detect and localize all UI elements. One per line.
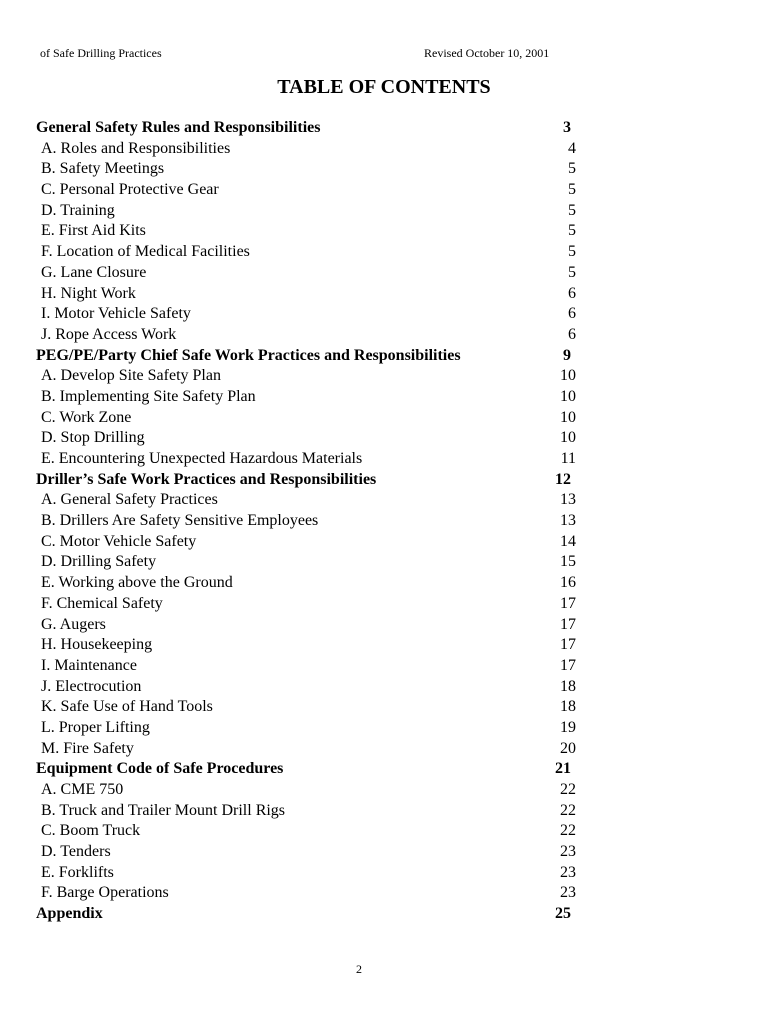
toc-item-row — [0, 180, 768, 201]
toc-item-row — [0, 739, 768, 760]
toc-page-number: 16 — [560, 574, 576, 592]
toc-item-row — [0, 552, 768, 573]
toc-item-row — [0, 656, 768, 677]
toc-item-title: F. Barge Operations — [41, 884, 169, 902]
toc-page-number: 20 — [560, 739, 576, 757]
toc-item-title: L. Proper Lifting — [41, 718, 150, 736]
toc-item-row — [0, 532, 768, 553]
table-of-contents — [0, 118, 768, 925]
toc-item-title: D. Stop Drilling — [41, 429, 145, 447]
toc-page-number: 23 — [560, 884, 576, 902]
toc-item-row — [0, 697, 768, 718]
toc-item-title: J. Electrocution — [41, 677, 142, 695]
toc-section-row — [0, 904, 768, 925]
toc-page-number: 4 — [568, 139, 576, 157]
toc-item-row — [0, 284, 768, 305]
toc-page-number: 6 — [568, 305, 576, 323]
toc-item-row — [0, 139, 768, 160]
toc-item-row — [0, 366, 768, 387]
toc-page-number: 3 — [563, 119, 571, 136]
toc-item-title: E. Encountering Unexpected Hazardous Materials — [41, 450, 363, 467]
toc-page-number: 22 — [560, 801, 576, 819]
toc-section-row — [0, 346, 768, 367]
toc-item-row — [0, 449, 768, 470]
toc-page-number: 25 — [555, 905, 571, 923]
toc-page-number: 17 — [560, 656, 576, 674]
toc-section-row — [0, 118, 768, 139]
toc-page-number: 15 — [560, 553, 576, 571]
toc-section-row — [0, 759, 768, 780]
toc-item-row — [0, 511, 768, 532]
toc-item-row — [0, 387, 768, 408]
toc-page-number: 5 — [568, 263, 576, 281]
toc-item-row — [0, 594, 768, 615]
toc-item-row — [0, 201, 768, 222]
toc-item-title: F. Chemical Safety — [41, 594, 163, 612]
toc-section-title: PEG/PE/Party Chief Safe Work Practices and Responsibilities — [36, 346, 461, 364]
toc-item-title: M. Fire Safety — [41, 739, 134, 757]
toc-item-title: A. General Safety Practices — [41, 491, 218, 509]
toc-page-number: 21 — [555, 760, 571, 778]
page-title: TABLE OF CONTENTS — [277, 76, 491, 98]
toc-item-title: B. Safety Meetings — [41, 160, 165, 178]
toc-page-number: 12 — [555, 470, 571, 488]
toc-item-row — [0, 635, 768, 656]
toc-item-row — [0, 718, 768, 739]
toc-item-row — [0, 801, 768, 822]
toc-section-row — [0, 470, 768, 491]
toc-item-row — [0, 490, 768, 511]
toc-item-title: J. Rope Access Work — [41, 325, 177, 343]
toc-item-row — [0, 573, 768, 594]
toc-item-row — [0, 863, 768, 884]
toc-page-number: 10 — [560, 429, 576, 447]
toc-item-title: C. Boom Truck — [41, 822, 141, 840]
toc-item-title: B. Implementing Site Safety Plan — [41, 387, 256, 405]
toc-page-number: 13 — [560, 512, 576, 530]
toc-item-title: A. CME 750 — [41, 781, 124, 798]
toc-item-row — [0, 263, 768, 284]
toc-item-row — [0, 408, 768, 429]
toc-item-row — [0, 615, 768, 636]
toc-page-number: 22 — [560, 822, 576, 840]
toc-item-title: B. Drillers Are Safety Sensitive Employees — [41, 512, 319, 530]
toc-section-title: General Safety Rules and Responsibilities — [36, 119, 321, 136]
toc-page-number: 23 — [560, 843, 576, 861]
toc-item-title: B. Truck and Trailer Mount Drill Rigs — [41, 801, 286, 819]
toc-page-number: 5 — [568, 222, 576, 240]
toc-item-title: I. Motor Vehicle Safety — [41, 305, 191, 323]
toc-page-number: 6 — [568, 325, 576, 343]
toc-item-title: H. Housekeeping — [41, 636, 153, 654]
toc-page-number: 18 — [560, 698, 576, 716]
toc-item-row — [0, 780, 768, 801]
toc-page-number: 6 — [568, 284, 576, 302]
toc-item-row — [0, 883, 768, 904]
toc-item-row — [0, 221, 768, 242]
toc-page-number: 19 — [560, 718, 576, 736]
toc-item-row — [0, 677, 768, 698]
toc-page-number: 5 — [568, 243, 576, 261]
toc-page-number: 11 — [560, 450, 576, 467]
toc-item-title: E. First Aid Kits — [41, 222, 146, 240]
toc-page-number: 5 — [568, 201, 576, 219]
toc-section-title: Equipment Code of Safe Procedures — [36, 760, 284, 778]
toc-page-number: 5 — [568, 181, 576, 199]
toc-page-number: 10 — [560, 408, 576, 426]
toc-page-number: 10 — [560, 387, 576, 405]
toc-item-title: K. Safe Use of Hand Tools — [41, 698, 213, 716]
toc-item-title: C. Work Zone — [41, 408, 132, 426]
toc-item-row — [0, 325, 768, 346]
toc-item-row — [0, 821, 768, 842]
toc-item-row — [0, 242, 768, 263]
page-number: 2 — [356, 962, 362, 976]
toc-item-row — [0, 428, 768, 449]
toc-item-title: H. Night Work — [41, 284, 136, 302]
toc-item-title: G. Lane Closure — [41, 263, 147, 281]
toc-page-number: 14 — [560, 532, 576, 550]
toc-page-number: 5 — [568, 160, 576, 178]
toc-item-title: A. Develop Site Safety Plan — [41, 367, 221, 385]
toc-page-number: 17 — [560, 636, 576, 654]
toc-item-title: D. Tenders — [41, 843, 111, 861]
toc-section-title: Appendix — [36, 905, 103, 923]
toc-page-number: 17 — [560, 594, 576, 612]
toc-item-title: F. Location of Medical Facilities — [41, 243, 250, 261]
toc-page-number: 9 — [563, 346, 571, 364]
toc-page-number: 23 — [560, 863, 576, 881]
running-header-left: of Safe Drilling Practices — [40, 46, 162, 60]
toc-item-row — [0, 842, 768, 863]
toc-item-title: A. Roles and Responsibilities — [41, 139, 231, 157]
toc-item-title: D. Training — [41, 201, 115, 219]
toc-page-number: 18 — [560, 677, 576, 695]
toc-page-number: 13 — [560, 491, 576, 509]
toc-item-title: D. Drilling Safety — [41, 553, 157, 571]
running-header-right: Revised October 10, 2001 — [424, 46, 550, 60]
toc-item-title: I. Maintenance — [41, 656, 137, 674]
toc-section-title: Driller’s Safe Work Practices and Responsibilities — [36, 470, 377, 488]
toc-item-row — [0, 304, 768, 325]
toc-item-title: C. Personal Protective Gear — [41, 181, 219, 199]
toc-item-title: G. Augers — [41, 615, 106, 633]
toc-page-number: 10 — [560, 367, 576, 385]
toc-page-number: 17 — [560, 615, 576, 633]
toc-item-title: C. Motor Vehicle Safety — [41, 532, 197, 550]
toc-item-row — [0, 159, 768, 180]
toc-page-number: 22 — [560, 781, 576, 798]
toc-item-title: E. Working above the Ground — [41, 574, 233, 592]
toc-item-title: E. Forklifts — [41, 863, 114, 881]
